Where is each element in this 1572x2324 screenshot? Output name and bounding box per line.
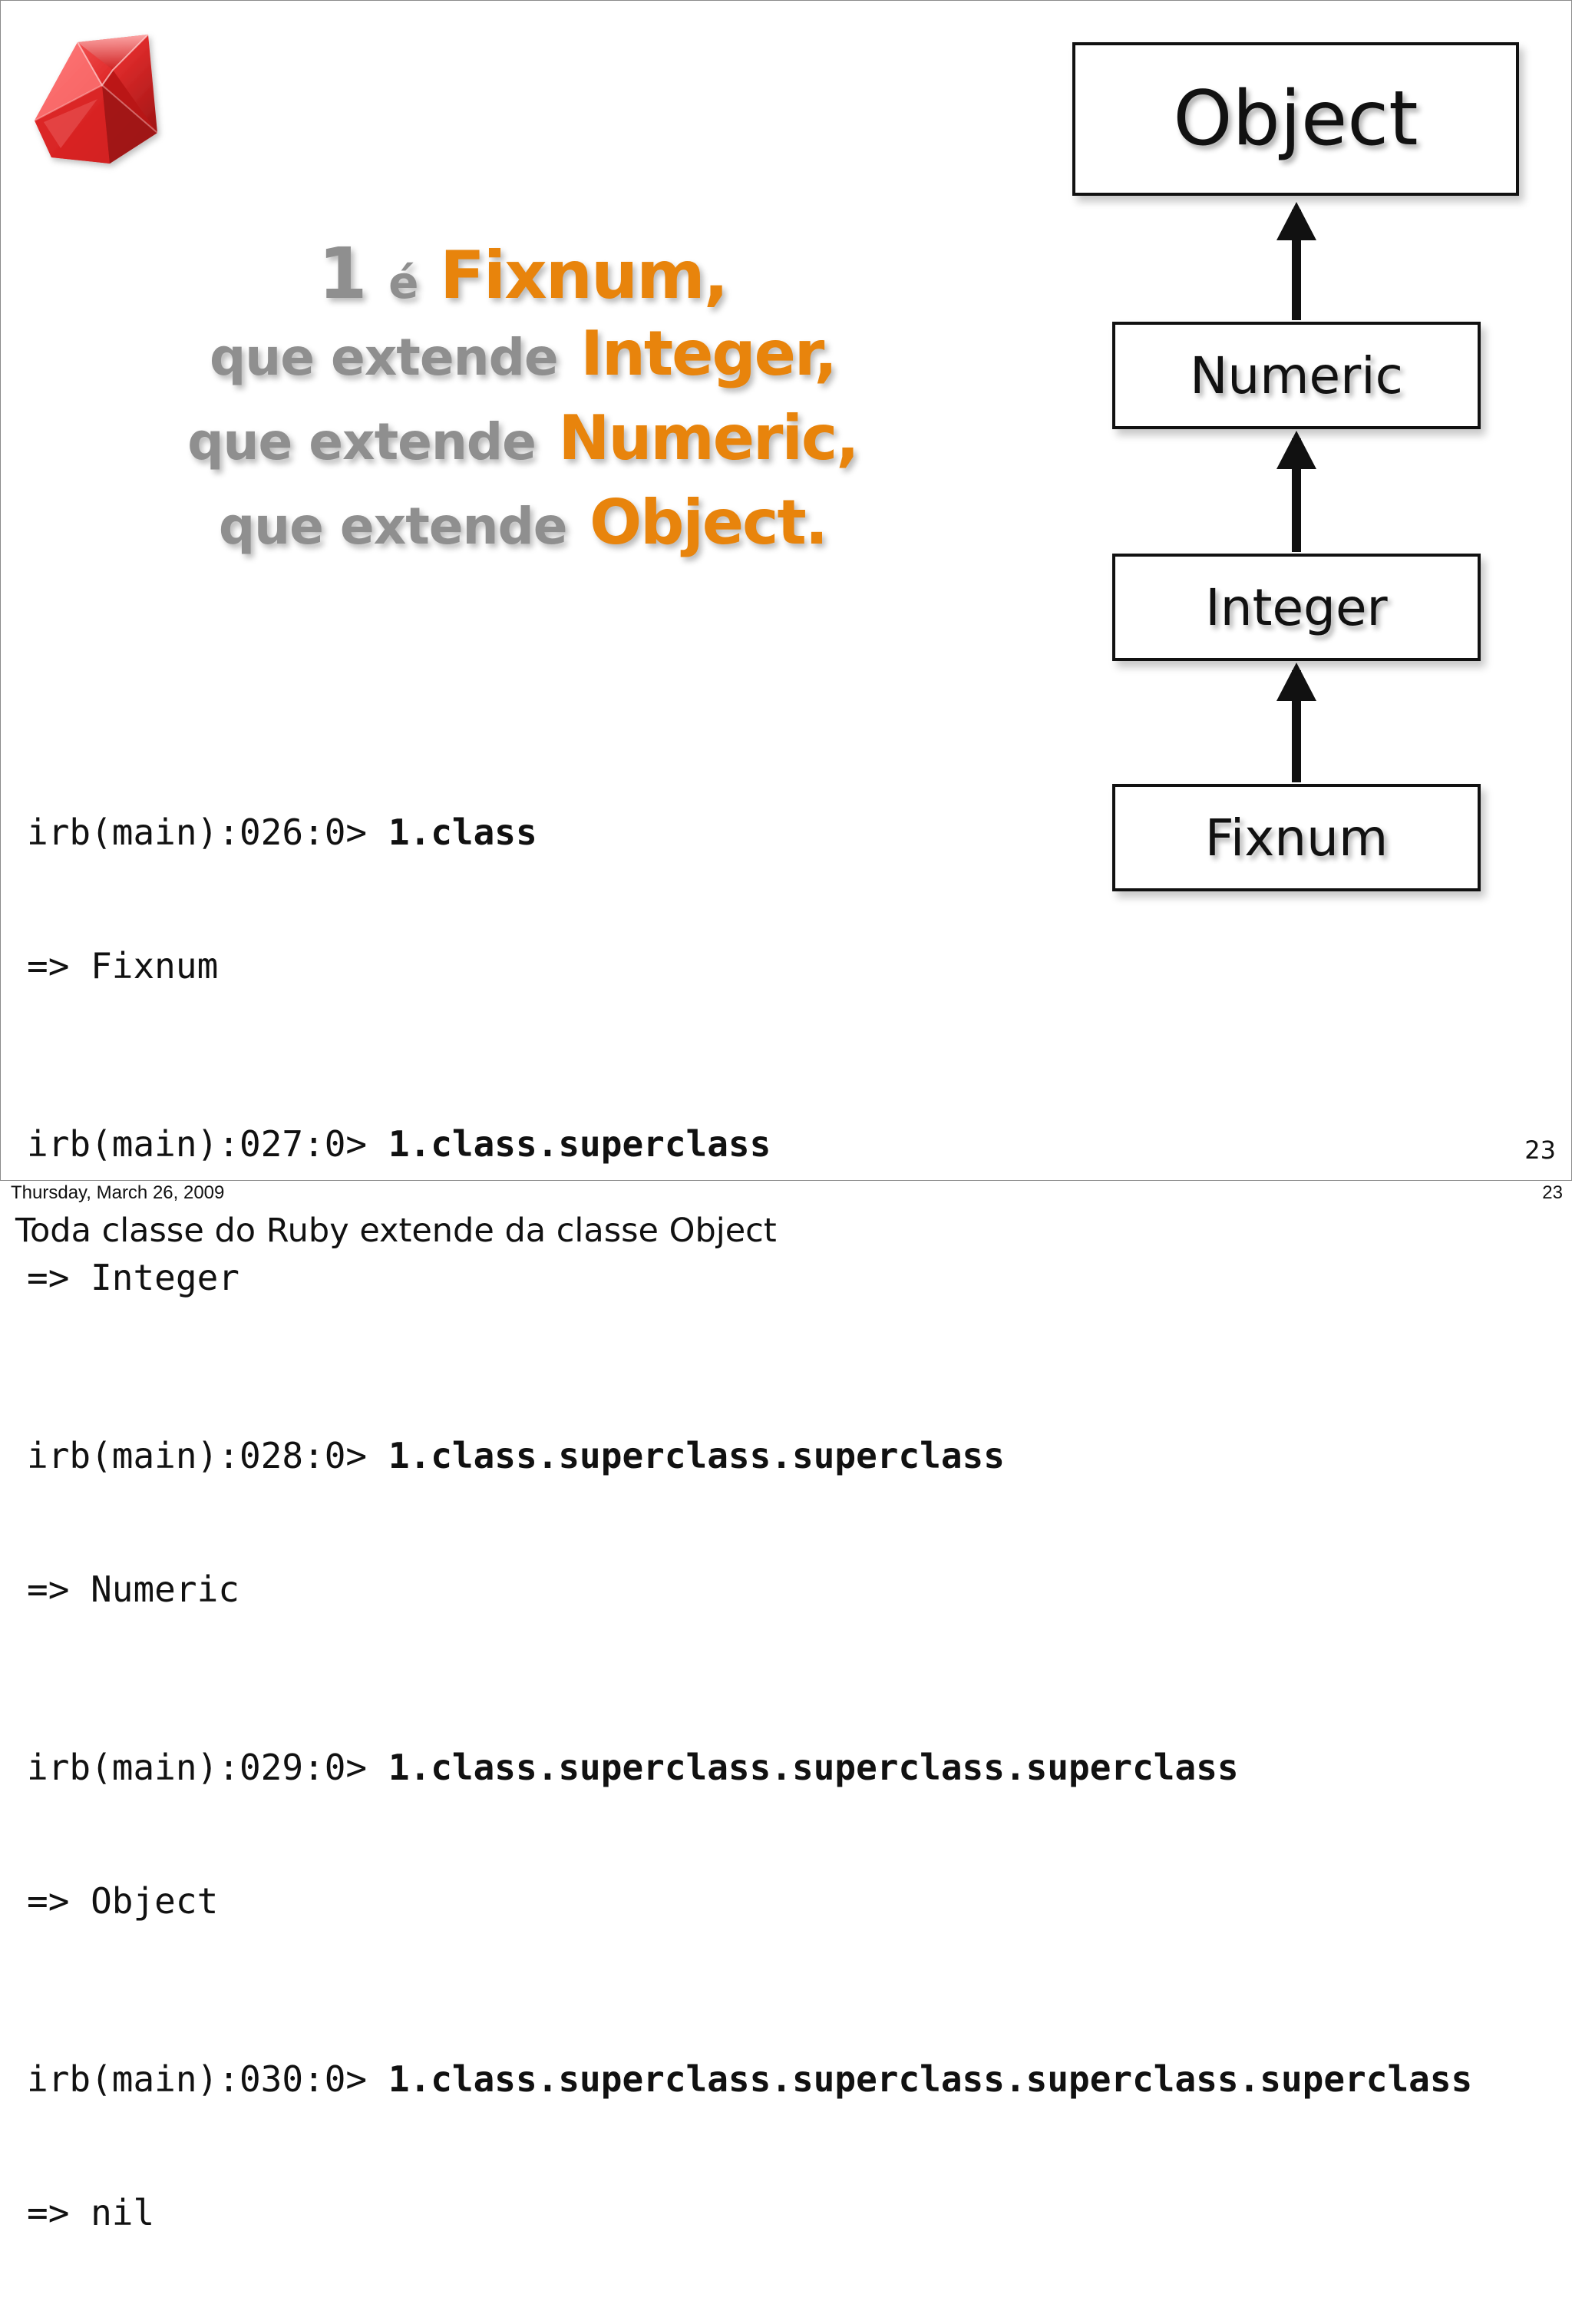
irb-prompt: irb(main):026:0> <box>27 812 388 853</box>
headline-number: 1 <box>318 233 368 315</box>
irb-line <box>27 2057 1547 2101</box>
irb-line <box>27 1122 1547 1166</box>
box-object: Object <box>1072 42 1519 196</box>
irb-result: Integer <box>91 1257 239 1298</box>
irb-command: 1.class.superclass <box>388 1123 771 1165</box>
arrow-integer-to-numeric <box>1276 431 1316 552</box>
irb-result-prefix: => <box>27 2192 91 2233</box>
headline-line-4 <box>116 487 930 577</box>
headline <box>116 233 930 577</box>
irb-command: 1.class.superclass.superclass.superclass.superclass <box>388 2058 1473 2100</box>
irb-line <box>27 810 1547 855</box>
irb-result-prefix: => <box>27 1880 91 1922</box>
footer-page-number: 23 <box>1542 1182 1563 1203</box>
footer-date: Thursday, March 26, 2009 <box>11 1182 225 1203</box>
irb-command: 1.class <box>388 812 537 853</box>
irb-result-line <box>27 944 1547 988</box>
irb-line <box>27 1433 1547 1478</box>
box-fixnum: Fixnum <box>1112 784 1481 891</box>
headline-line-2 <box>116 318 930 408</box>
headline-line-1 <box>116 233 930 323</box>
irb-command: 1.class.superclass.superclass <box>388 1435 1005 1476</box>
irb-result-line <box>27 1255 1547 1300</box>
headline-connector-2: que extende <box>209 328 558 387</box>
box-integer: Integer <box>1112 554 1481 661</box>
headline-highlight-4: Object. <box>590 487 827 558</box>
speaker-note: Toda classe do Ruby extende da classe Object <box>15 1212 777 1250</box>
arrow-numeric-to-object <box>1276 202 1316 320</box>
irb-result-prefix: => <box>27 1569 91 1610</box>
box-numeric: Numeric <box>1112 322 1481 429</box>
irb-result: Numeric <box>91 1569 239 1610</box>
irb-result: Fixnum <box>91 945 219 987</box>
irb-result-prefix: => <box>27 945 91 987</box>
headline-connector-3: que extende <box>187 412 536 471</box>
headline-highlight-1: Fixnum, <box>440 237 728 314</box>
irb-result-line <box>27 1567 1547 1612</box>
irb-session <box>27 721 1547 2324</box>
irb-result-prefix: => <box>27 1257 91 1298</box>
headline-highlight-3: Numeric, <box>558 402 858 474</box>
headline-connector-4: que extende <box>218 497 567 556</box>
headline-line-3 <box>116 402 930 492</box>
irb-result-line <box>27 2190 1547 2235</box>
irb-prompt: irb(main):030:0> <box>27 2058 388 2100</box>
slide-number: 23 <box>1524 1136 1556 1165</box>
irb-prompt: irb(main):028:0> <box>27 1435 388 1476</box>
irb-result: Object <box>91 1880 219 1922</box>
headline-highlight-2: Integer, <box>580 318 837 389</box>
irb-line <box>27 1745 1547 1790</box>
irb-prompt: irb(main):027:0> <box>27 1123 388 1165</box>
irb-command: 1.class.superclass.superclass.superclass <box>388 1747 1239 1788</box>
irb-prompt: irb(main):029:0> <box>27 1747 388 1788</box>
irb-result: nil <box>91 2192 155 2233</box>
headline-connector-1: é <box>388 256 419 309</box>
ruby-logo-icon <box>21 27 167 173</box>
irb-result-line <box>27 1879 1547 1923</box>
